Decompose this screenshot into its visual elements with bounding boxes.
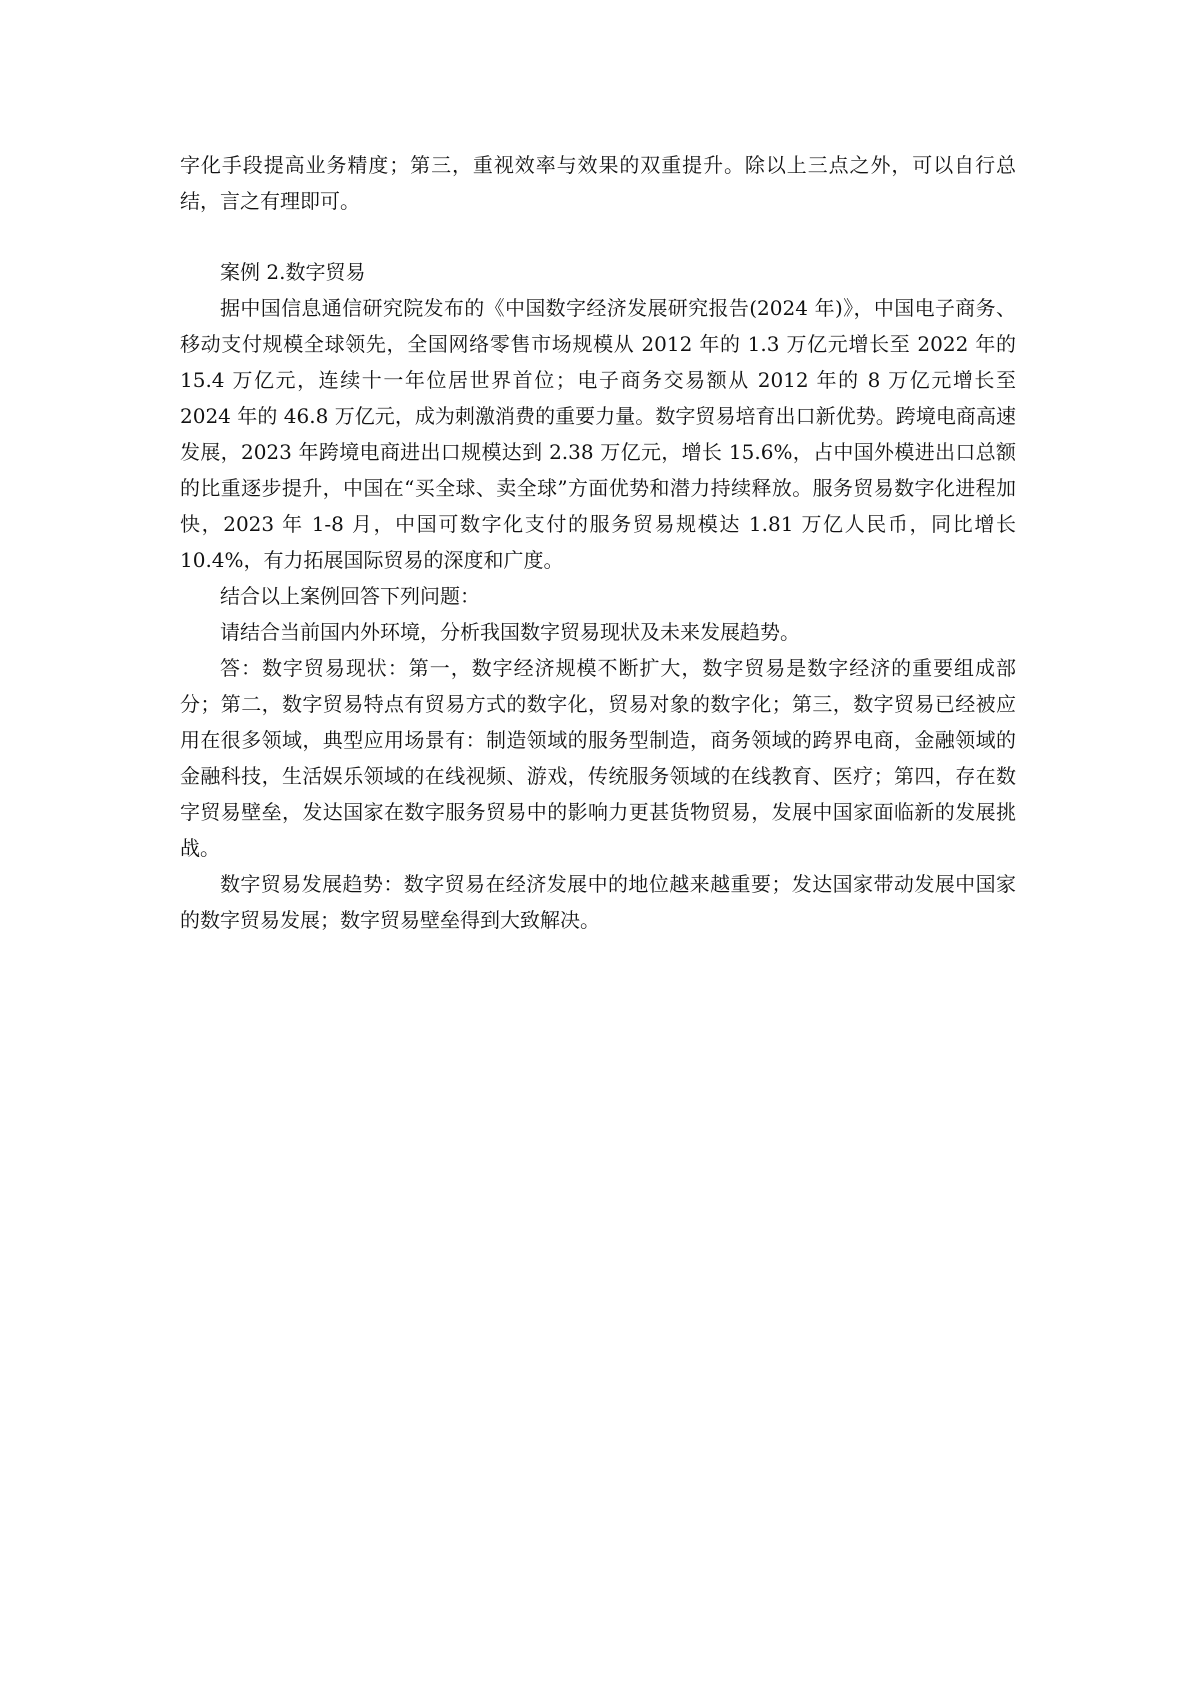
document-body	[180, 147, 1016, 938]
continued-paragraph: 字化手段提高业务精度；第三，重视效率与效果的双重提升。除以上三点之外，可以自行总结，言之有理即可。	[180, 153, 1016, 213]
case-title: 案例 2.数字贸易	[220, 260, 366, 284]
question-prompt: 结合以上案例回答下列问题：	[220, 584, 480, 608]
case-body-paragraph: 据中国信息通信研究院发布的《中国数字经济发展研究报告(2024 年)》，中国电子商务、移动支付规模全球领先，全国网络零售市场规模从 2012 年的 1.3 万亿元增长至 2022 年的 15.4 万亿元，连续十一年位居世界首位；电子商务交易额从 2012 年的 8 万亿元增长至 2024 年的 46.8 万亿元，成为刺激消费的重要力量。数字贸易培育出口新优势。跨境电商高速发展，2023 年跨境电商进出口规模达到 2.38 万亿元，增长 15.6%，占中国外模进出口总额的比重逐步提升，中国在“买全球、卖全球”方面优势和潜力持续释放。服务贸易数字化进程加快，2023 年 1-8 月，中国可数字化支付的服务贸易规模达 1.81 万亿人民币，同比增长 10.4%，有力拓展国际贸易的深度和广度。	[180, 296, 1016, 572]
answer-status-paragraph: 答：数字贸易现状：第一，数字经济规模不断扩大，数字贸易是数字经济的重要组成部分；第二，数字贸易特点有贸易方式的数字化，贸易对象的数字化；第三，数字贸易已经被应用在很多领域，典型应用场景有：制造领域的服务型制造，商务领域的跨界电商，金融领域的金融科技，生活娱乐领域的在线视频、游戏，传统服务领域的在线教育、医疗；第四，存在数字贸易壁垒，发达国家在数字服务贸易中的影响力更甚货物贸易，发展中国家面临新的发展挑战。	[180, 656, 1016, 860]
answer-trend-paragraph: 数字贸易发展趋势：数字贸易在经济发展中的地位越来越重要；发达国家带动发展中国家的数字贸易发展；数字贸易壁垒得到大致解决。	[180, 872, 1016, 932]
question-text: 请结合当前国内外环境，分析我国数字贸易现状及未来发展趋势。	[220, 620, 800, 644]
